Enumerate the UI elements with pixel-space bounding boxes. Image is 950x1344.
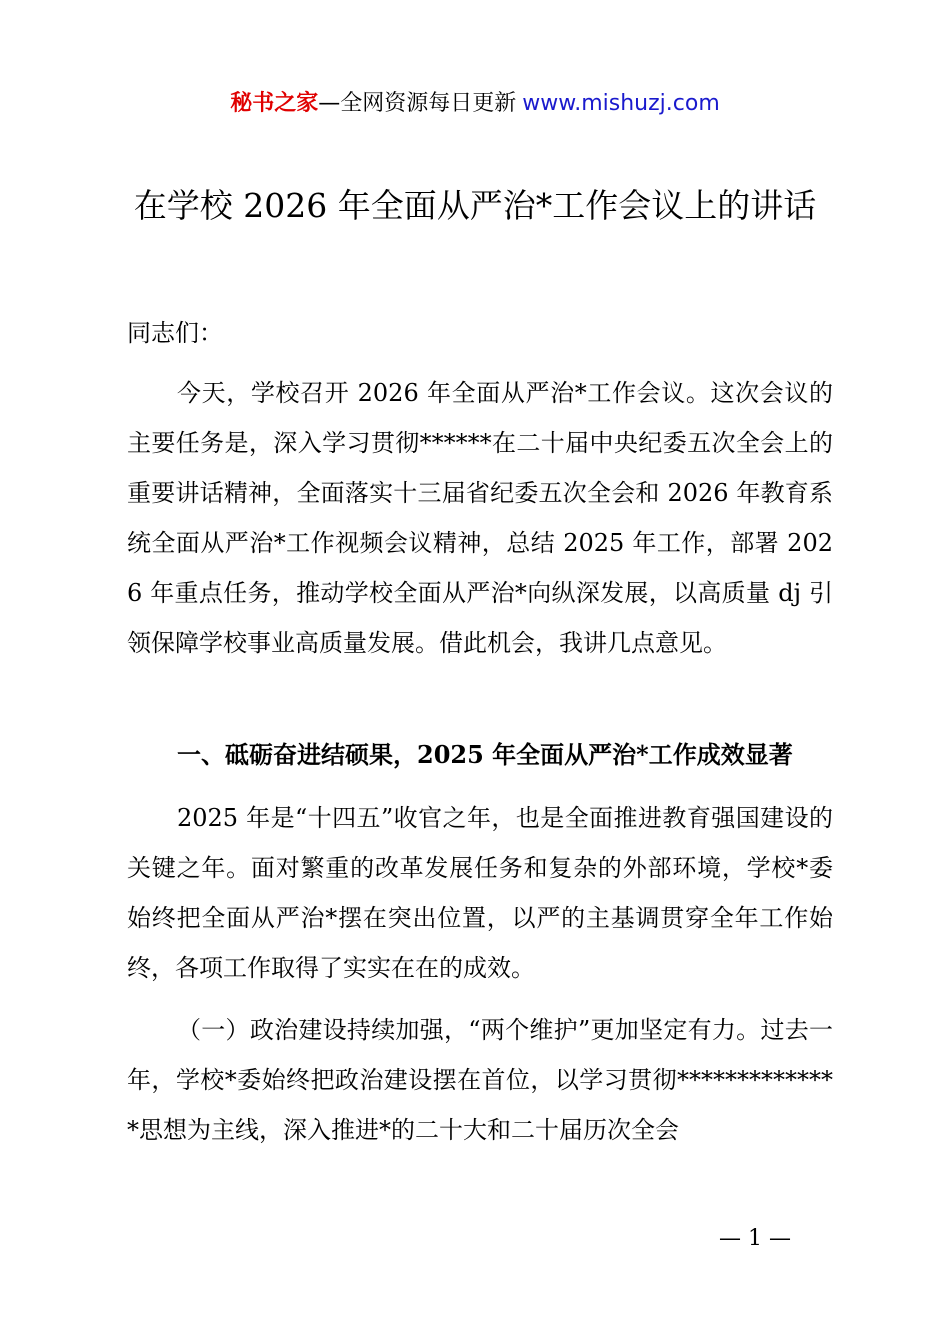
site-url-link[interactable]: www.mishuzj.com <box>522 91 720 116</box>
section-heading-1: 一、砥砺奋进结硕果，2025 年全面从严治*工作成效显著 <box>177 740 793 769</box>
paragraph-political-construction: （一）政治建设持续加强，“两个维护”更加坚定有力。过去一年，学校*委始终把政治建设摆在首位，以学习贯彻**************思想为主线，深入推进*的二十大和二十届历次全会 <box>127 1016 833 1144</box>
site-brand: 秘书之家 <box>230 91 319 116</box>
site-tagline: —全网资源每日更新 <box>318 91 517 116</box>
page-number: — 1 — <box>719 1226 791 1251</box>
paragraph-2025-overview: 2025 年是“十四五”收官之年，也是全面推进教育强国建设的关键之年。面对繁重的改革发展任务和复杂的外部环境，学校*委始终把全面从严治*摆在突出位置，以严的主基调贯穿全年工作始终，各项工作取得了实实在在的成效。 <box>127 804 833 982</box>
site-header <box>0 86 950 122</box>
salutation: 同志们： <box>127 319 223 347</box>
paragraph-intro: 今天，学校召开 2026 年全面从严治*工作会议。这次会议的主要任务是，深入学习贯彻******在二十届中央纪委五次全会上的重要讲话精神，全面落实十三届省纪委五次全会和 2026 年教育系统全面从严治*工作视频会议精神，总结 2025 年工作，部署 2026 年重点任务，推动学校全面从严治*向纵深发展，以高质量 dj 引领保障学校事业高质量发展。借此机会，我讲几点意见。 <box>127 379 833 657</box>
document-title: 在学校 2026 年全面从严治*工作会议上的讲话 <box>133 186 817 225</box>
